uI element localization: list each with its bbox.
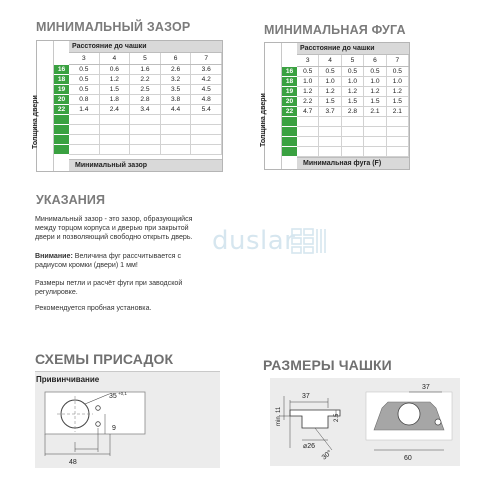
table-cell-empty — [69, 115, 100, 124]
table-cell: 0.8 — [69, 95, 100, 104]
cup-dimensions-title: РАЗМЕРЫ ЧАШКИ — [263, 357, 392, 373]
screw-on-label: Привинчивание — [36, 375, 100, 384]
door-thickness-cell-empty — [282, 147, 297, 157]
table-cell: 1.2 — [342, 87, 364, 96]
door-thickness-cell: 19 — [54, 85, 69, 95]
table-row — [297, 107, 409, 117]
door-thickness-cell: 16 — [282, 67, 297, 77]
table-row-empty — [297, 127, 409, 137]
table-row-empty — [297, 147, 409, 157]
table-cell-empty — [387, 117, 409, 126]
door-thickness-cell-empty — [282, 127, 297, 137]
table-cell: 1.5 — [100, 85, 131, 94]
table-cell-empty — [342, 127, 364, 136]
table-cell: 0.6 — [100, 65, 131, 74]
dim-37-left: 37 — [302, 393, 310, 400]
table-row — [297, 77, 409, 87]
table-cell: 1.5 — [342, 97, 364, 106]
table-cell-empty — [161, 115, 192, 124]
screw-hole — [96, 406, 101, 411]
table-cell: 2.1 — [387, 107, 409, 116]
hinge-screw-hole — [435, 419, 441, 425]
distance-column-header: 5 — [342, 55, 364, 66]
table-cell: 3.4 — [130, 105, 161, 114]
table-cell-empty — [342, 147, 364, 156]
cup-dimensions-diagram — [270, 378, 460, 466]
table-cell: 2.6 — [161, 65, 192, 74]
door-thickness-cell-empty — [54, 145, 69, 155]
table-row-empty — [69, 145, 222, 155]
brand-watermark-logo-icon — [290, 226, 330, 258]
table-cell: 1.0 — [387, 77, 409, 86]
drilling-schemes-title: СХЕМЫ ПРИСАДОК — [35, 351, 174, 367]
table-cell-empty — [191, 135, 222, 144]
hinge-cup-hole — [398, 403, 420, 425]
table-cell: 1.8 — [100, 95, 131, 104]
table-cell-empty — [387, 147, 409, 156]
table-cell: 1.2 — [100, 75, 131, 84]
table-cell: 2.5 — [130, 85, 161, 94]
table-row-empty — [69, 125, 222, 135]
door-thickness-axis — [32, 41, 54, 171]
gap-rows — [69, 65, 222, 155]
table-cell: 1.6 — [130, 65, 161, 74]
door-thickness-cell-empty — [54, 135, 69, 145]
instructions-paragraph-3: Размеры петли и расчёт фуги при заводской регулировке. — [35, 279, 183, 297]
distance-columns — [297, 55, 409, 67]
table-row-empty — [297, 117, 409, 127]
table-cell-empty — [69, 135, 100, 144]
table-cell-empty — [161, 135, 192, 144]
table-cell-empty — [130, 135, 161, 144]
table-cell-empty — [100, 145, 131, 154]
table-cell-empty — [297, 117, 319, 126]
table-cell: 1.2 — [387, 87, 409, 96]
table-cell-empty — [69, 145, 100, 154]
dim-48: 48 — [69, 459, 77, 466]
instructions-title: УКАЗАНИЯ — [36, 193, 106, 207]
table-cell: 5.4 — [191, 105, 222, 114]
table-cell: 2.2 — [130, 75, 161, 84]
table-cell: 1.2 — [297, 87, 319, 96]
door-thickness-cell: 20 — [282, 97, 297, 107]
table-cell: 3.6 — [191, 65, 222, 74]
dim-37-right: 37 — [422, 384, 430, 391]
table-cell: 1.5 — [319, 97, 341, 106]
min-gap-footer: Минимальный зазор — [69, 159, 222, 171]
distance-column-header: 5 — [130, 53, 161, 64]
dim-2-5: 2.5 — [334, 413, 340, 422]
table-cell: 0.5 — [319, 67, 341, 76]
table-cell-empty — [161, 145, 192, 154]
table-cell: 0.5 — [297, 67, 319, 76]
table-cell-empty — [100, 135, 131, 144]
door-thickness-cell-empty — [54, 115, 69, 125]
table-cell: 2.1 — [364, 107, 386, 116]
table-row — [69, 105, 222, 115]
table-cell: 1.0 — [319, 77, 341, 86]
distance-column-header: 4 — [100, 53, 131, 64]
cup-profile-outline — [290, 410, 340, 428]
table-cell-empty — [319, 117, 341, 126]
table-cell-empty — [161, 125, 192, 134]
table-cell-empty — [387, 137, 409, 146]
table-row — [297, 97, 409, 107]
instructions-paragraph-4: Рекомендуется пробная установка. — [35, 304, 152, 312]
door-thickness-values — [54, 65, 69, 155]
table-cell-empty — [319, 127, 341, 136]
table-cell: 4.5 — [191, 85, 222, 94]
table-row — [69, 65, 222, 75]
table-row — [297, 67, 409, 77]
dim-9: 9 — [112, 425, 116, 432]
drilling-diagram — [35, 384, 220, 468]
table-cell-empty — [130, 115, 161, 124]
table-cell-empty — [342, 137, 364, 146]
warning-label: Внимание: — [35, 252, 73, 260]
table-cell-empty — [342, 117, 364, 126]
table-cell: 2.8 — [130, 95, 161, 104]
table-row-empty — [297, 137, 409, 147]
dim-diameter-26: ⌀26 — [303, 443, 316, 450]
distance-column-header: 6 — [364, 55, 386, 66]
table-cell-empty — [191, 115, 222, 124]
table-cell: 3.2 — [161, 75, 192, 84]
door-thickness-cell-empty — [54, 125, 69, 135]
table-cell: 4.8 — [191, 95, 222, 104]
table-cell-empty — [364, 137, 386, 146]
distance-column-header: 3 — [297, 55, 319, 66]
min-gap-table — [32, 40, 223, 172]
door-thickness-cell: 18 — [54, 75, 69, 85]
table-cell: 0.5 — [342, 67, 364, 76]
table-cell-empty — [319, 147, 341, 156]
table-cell-empty — [130, 125, 161, 134]
table-cell-empty — [100, 125, 131, 134]
table-cell-empty — [69, 125, 100, 134]
door-thickness-cell: 16 — [54, 65, 69, 75]
door-thickness-cell-empty — [282, 137, 297, 147]
distance-header: Расстояние до чашки — [297, 43, 409, 55]
door-thickness-cell: 20 — [54, 95, 69, 105]
door-thickness-cell: 22 — [54, 105, 69, 115]
table-row-empty — [69, 135, 222, 145]
table-cell: 0.5 — [69, 85, 100, 94]
table-cell: 2.4 — [100, 105, 131, 114]
table-cell-empty — [130, 145, 161, 154]
distance-column-header: 7 — [387, 55, 409, 66]
table-row — [69, 95, 222, 105]
distance-column-header: 6 — [161, 53, 192, 64]
table-cell: 1.2 — [364, 87, 386, 96]
table-cell-empty — [297, 137, 319, 146]
table-cell: 1.0 — [342, 77, 364, 86]
table-cell: 0.5 — [69, 65, 100, 74]
distance-header: Расстояние до чашки — [69, 41, 222, 53]
min-gap-title: МИНИМАЛЬНЫЙ ЗАЗОР — [36, 20, 191, 34]
brand-watermark: duslar — [212, 226, 296, 256]
door-thickness-cell: 18 — [282, 77, 297, 87]
table-cell: 3.5 — [161, 85, 192, 94]
table-cell: 1.0 — [364, 77, 386, 86]
table-cell: 1.2 — [319, 87, 341, 96]
distance-column-header: 4 — [319, 55, 341, 66]
table-cell: 2.8 — [342, 107, 364, 116]
door-thickness-cell: 22 — [282, 107, 297, 117]
table-cell-empty — [387, 127, 409, 136]
table-cell-empty — [364, 127, 386, 136]
distance-column-header: 7 — [191, 53, 222, 64]
instructions-paragraph-2 — [35, 252, 205, 270]
table-row — [69, 75, 222, 85]
door-panel-outline — [45, 392, 145, 434]
dim-60: 60 — [404, 455, 412, 462]
distance-columns — [69, 53, 222, 65]
table-cell: 2.2 — [297, 97, 319, 106]
table-cell: 0.5 — [364, 67, 386, 76]
joint-rows — [297, 67, 409, 157]
door-thickness-label: Толщина двери — [260, 93, 267, 147]
table-cell: 1.5 — [387, 97, 409, 106]
table-cell: 3.7 — [319, 107, 341, 116]
table-cell-empty — [191, 125, 222, 134]
table-cell: 0.5 — [387, 67, 409, 76]
door-thickness-cell: 19 — [282, 87, 297, 97]
table-cell-empty — [297, 127, 319, 136]
door-thickness-cell-empty — [282, 117, 297, 127]
screw-hole — [96, 422, 101, 427]
table-cell: 1.4 — [69, 105, 100, 114]
door-thickness-axis — [260, 43, 282, 169]
table-row — [69, 85, 222, 95]
table-cell-empty — [319, 137, 341, 146]
door-thickness-label: Толщина двери — [32, 95, 39, 149]
min-joint-footer: Минимальная фуга (F) — [297, 157, 409, 169]
door-thickness-values — [282, 67, 297, 157]
table-cell: 4.7 — [297, 107, 319, 116]
table-cell: 0.5 — [69, 75, 100, 84]
distance-column-header: 3 — [69, 53, 100, 64]
min-joint-title: МИНИМАЛЬНАЯ ФУГА — [264, 23, 406, 37]
table-cell-empty — [100, 115, 131, 124]
table-cell: 1.0 — [297, 77, 319, 86]
instructions-paragraph-1: Минимальный зазор - это зазор, образующийся между торцом корпуса и дверью при закрытой двери и позволяющий свободно открыть дверь. — [35, 215, 193, 242]
warning-text: Величина фуг рассчитывается с радиусом кромки (двери) 1 мм! — [35, 252, 182, 270]
dim-30-degrees: 30° — [320, 449, 334, 462]
dim-35: 35 — [109, 393, 117, 400]
dim-35-tolerance: +0,1 — [118, 391, 127, 396]
table-cell-empty — [364, 117, 386, 126]
table-cell: 1.5 — [364, 97, 386, 106]
table-cell-empty — [297, 147, 319, 156]
table-cell-empty — [364, 147, 386, 156]
table-cell: 3.8 — [161, 95, 192, 104]
dim-min-11: min. 11 — [276, 406, 282, 426]
min-joint-table — [260, 42, 410, 170]
table-cell: 4.2 — [191, 75, 222, 84]
table-cell-empty — [191, 145, 222, 154]
table-row-empty — [69, 115, 222, 125]
table-row — [297, 87, 409, 97]
table-cell: 4.4 — [161, 105, 192, 114]
